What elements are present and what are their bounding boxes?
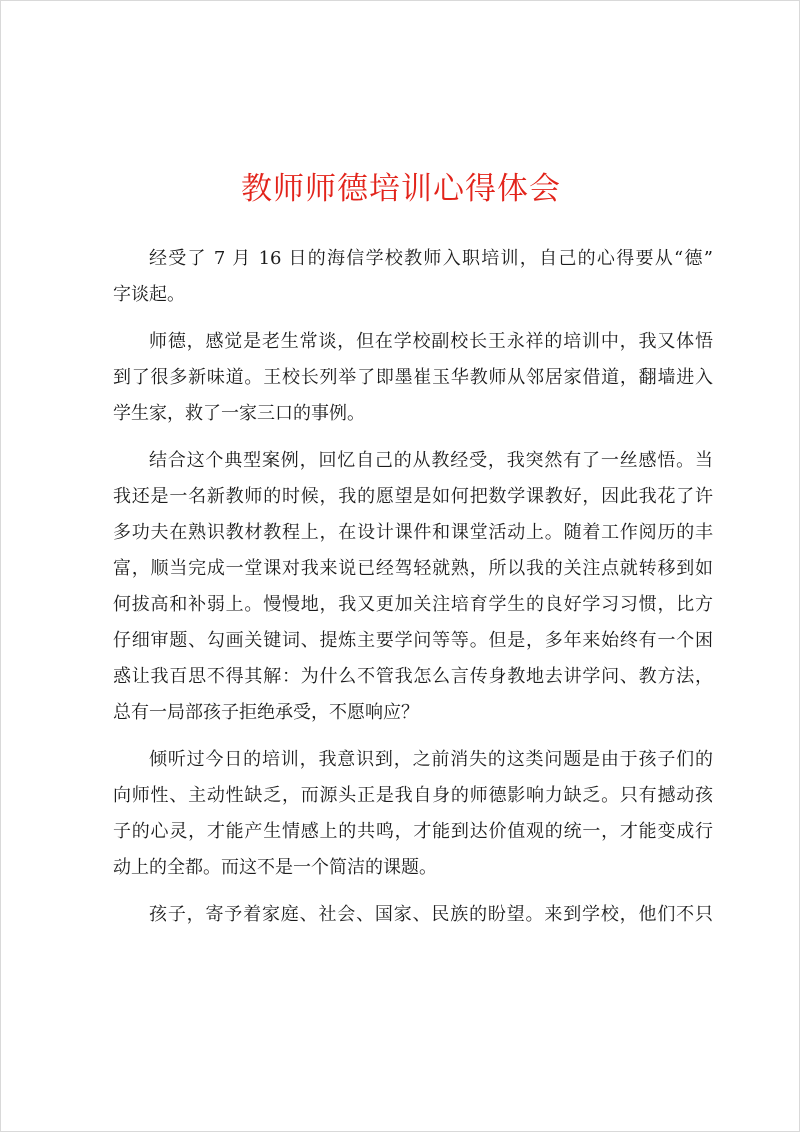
paragraph-line: 仔细审题、勾画关键词、提炼主要学问等等。但是，多年来始终有一个困 [113, 630, 713, 651]
paragraph-5 [113, 897, 713, 933]
paragraph-line: 多功夫在熟识教材教程上，在设计课件和课堂活动上。随着工作阅历的丰 [113, 522, 713, 543]
paragraph-line: 子的心灵，才能产生情感上的共鸣，才能到达价值观的统一，才能变成行 [113, 821, 713, 842]
paragraph-line: 动上的全都。而这不是一个简洁的课题。 [113, 857, 437, 878]
paragraph-line: 结合这个典型案例，回忆自己的从教经受，我突然有了一丝感悟。当 [149, 450, 713, 471]
paragraph-line: 何拔高和补弱上。慢慢地，我又更加关注培育学生的良好学习习惯，比方 [113, 594, 713, 615]
paragraph-line: 孩子，寄予着家庭、社会、国家、民族的盼望。来到学校，他们不只 [149, 904, 713, 925]
paragraph-line: 向师性、主动性缺乏，而源头正是我自身的师德影响力缺乏。只有撼动孩 [113, 785, 713, 806]
paragraph-line: 倾听过今日的培训，我意识到，之前消失的这类问题是由于孩子们的 [149, 749, 713, 770]
paragraph-line: 字谈起。 [113, 284, 185, 305]
paragraph-2 [113, 324, 713, 432]
paragraph-line: 总有一局部孩子拒绝承受，不愿响应？ [113, 702, 419, 723]
paragraph-4 [113, 742, 713, 886]
document-title: 教师师德培训心得体会 [241, 171, 561, 207]
paragraph-line: 我还是一名新教师的时候，我的愿望是如何把数学课教好，因此我花了许 [113, 486, 713, 507]
paragraph-line: 到了很多新味道。王校长列举了即墨崔玉华教师从邻居家借道，翻墙进入 [113, 367, 713, 388]
paragraph-line: 学生家，救了一家三口的事例。 [113, 403, 365, 424]
paragraph-3 [113, 443, 713, 731]
paragraph-1 [113, 241, 713, 313]
paragraph-line: 惑让我百思不得其解：为什么不管我怎么言传身教地去讲学问、教方法， [113, 666, 713, 687]
paragraph-line: 师德，感觉是老生常谈，但在学校副校长王永祥的培训中，我又体悟 [149, 331, 713, 352]
paragraph-line: 经受了 7 月 16 日的海信学校教师入职培训，自己的心得要从“德” [149, 248, 713, 269]
paragraph-line: 富，顺当完成一堂课对我来说已经驾轻就熟，所以我的关注点就转移到如 [113, 558, 713, 579]
document-body [113, 241, 713, 944]
